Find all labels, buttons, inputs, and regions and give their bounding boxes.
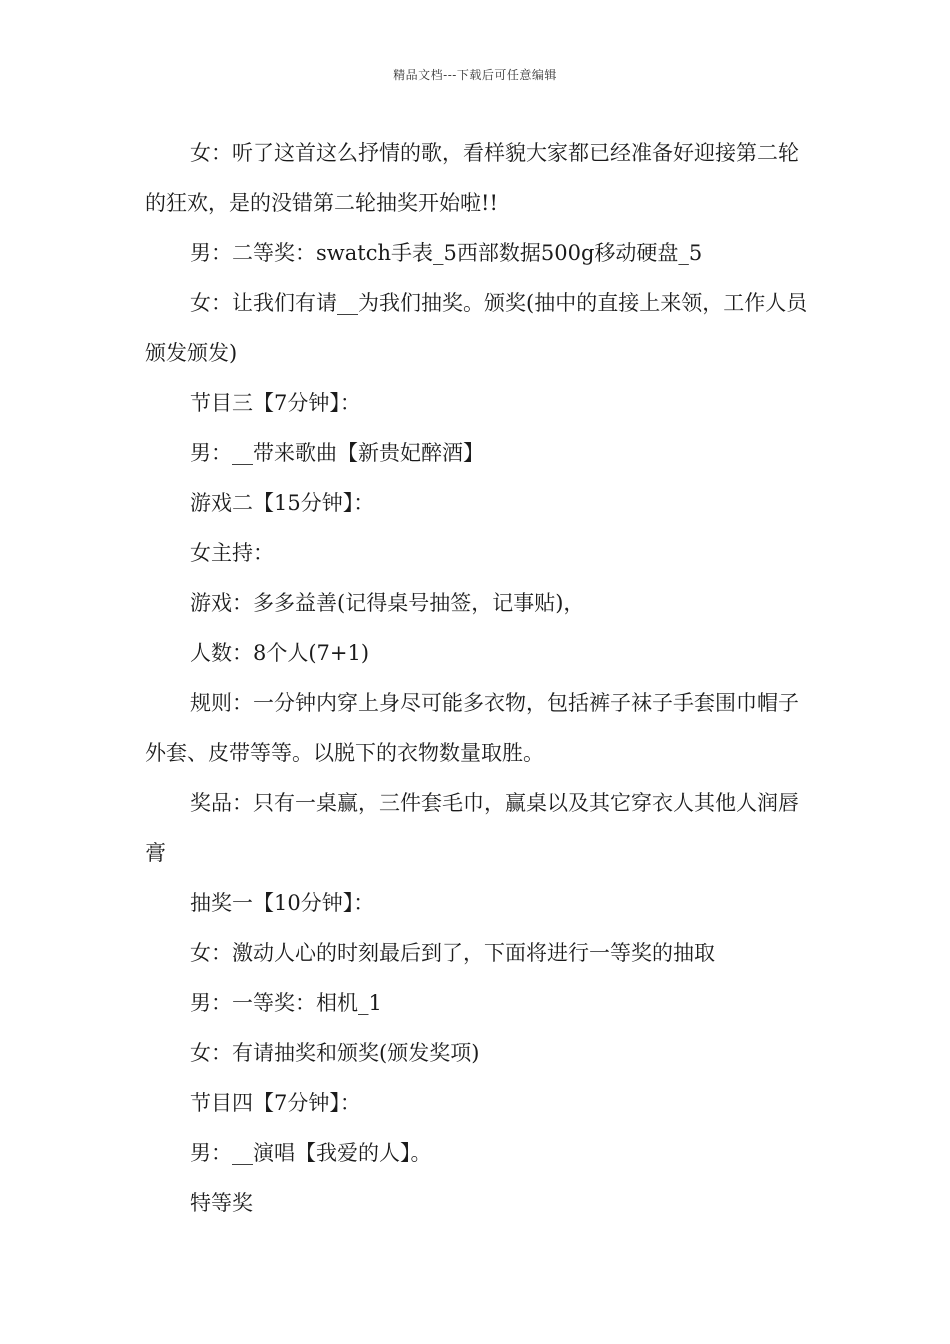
paragraph: 人数：8个人(7+1) (190, 641, 370, 665)
paragraph: 女主持： (190, 541, 274, 565)
paragraph: 抽奖一【10分钟】： (190, 891, 375, 915)
document-body (145, 128, 810, 1228)
paragraph: 节目三【7分钟】： (190, 391, 361, 415)
paragraph: 女：听了这首这么抒情的歌，看样貌大家都已经准备好迎接第二轮的狂欢，是的没错第二轮抽奖开始啦!! (145, 141, 799, 215)
paragraph: 男：一等奖：相机_1 (190, 991, 382, 1015)
paragraph: 游戏：多多益善(记得桌号抽签，记事贴)， (190, 591, 585, 615)
paragraph: 游戏二【15分钟】： (190, 491, 375, 515)
page-header: 精品文档---下载后可任意编辑 (393, 68, 557, 82)
paragraph: 男：二等奖：swatch手表_5西部数据500g移动硬盘_5 (190, 241, 703, 265)
paragraph: 男：__带来歌曲【新贵妃醉酒】 (190, 441, 484, 465)
paragraph: 男：__演唱【我爱的人】。 (190, 1141, 432, 1165)
paragraph: 女：激动人心的时刻最后到了，下面将进行一等奖的抽取 (190, 941, 715, 965)
paragraph: 规则：一分钟内穿上身尽可能多衣物，包括裤子袜子手套围巾帽子外套、皮带等等。以脱下的衣物数量取胜。 (145, 691, 799, 765)
paragraph: 特等奖 (190, 1191, 253, 1215)
paragraph: 节目四【7分钟】： (190, 1091, 361, 1115)
paragraph: 女：有请抽奖和颁奖(颁发奖项) (190, 1041, 480, 1065)
paragraph: 女：让我们有请__为我们抽奖。颁奖(抽中的直接上来领，工作人员颁发颁发) (145, 291, 808, 365)
paragraph: 奖品：只有一桌赢，三件套毛巾，赢桌以及其它穿衣人其他人润唇膏 (145, 791, 799, 865)
